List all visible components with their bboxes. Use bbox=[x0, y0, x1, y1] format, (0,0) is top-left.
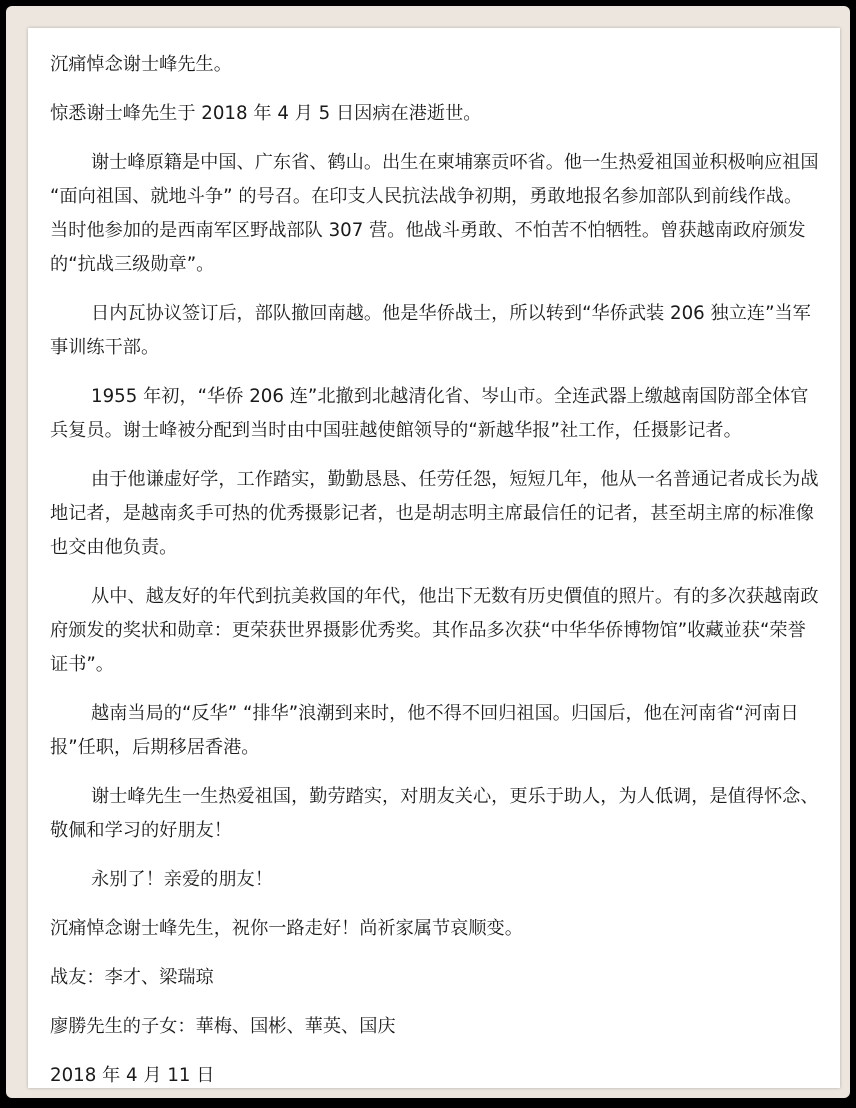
paragraph-1955: 1955 年初，“华侨 206 连”北撤到北越清化省、岑山市。全连武器上缴越南国防部全体官兵复员。谢士峰被分配到当时由中国驻越使館领导的“新越华报”社工作，任摄影记者。 bbox=[50, 386, 809, 441]
paragraph-tribute: 谢士峰先生一生热爱祖国，勤劳踏实，对朋友关心，更乐于助人，为人低调，是值得怀念、敬佩和学习的好朋友！ bbox=[50, 786, 819, 841]
closing-line: 沉痛悼念谢士峰先生，祝你一路走好！尚祈家属节哀顺变。 bbox=[50, 918, 523, 939]
letter-page bbox=[28, 28, 840, 1088]
decorative-frame bbox=[6, 6, 850, 1098]
signature-comrades: 战友：李才、梁瑞琼 bbox=[50, 967, 214, 988]
letter-body bbox=[50, 48, 820, 1108]
paragraph-transfer: 日内瓦协议签订后，部队撤回南越。他是华侨战士，所以转到“华侨武装 206 独立连”当军事训练干部。 bbox=[50, 303, 811, 358]
paragraph-photos: 从中、越友好的年代到抗美救国的年代，他岀下无数有历史價值的照片。有的多次获越南政府颁发的奖状和勋章：更荣获世界摄影优秀奖。其作品多次获“中华华侨博物馆”收藏並获“荣誉证书”。 bbox=[50, 586, 819, 675]
paragraph-career: 由于他谦虚好学，工作踏实，勤勤恳恳、任劳任怨，短短几年，他从一名普通记者成长为战地记者，是越南炙手可热的优秀摄影记者，也是胡志明主席最信任的记者，甚至胡主席的标准像也交由他负责。 bbox=[50, 469, 819, 558]
letter-intro: 惊悉谢士峰先生于 2018 年 4 月 5 日因病在港逝世。 bbox=[50, 103, 482, 124]
paragraph-origin: 谢士峰原籍是中国、广东省、鹤山。出生在柬埔寨贡吥省。他一生热爱祖国並积极响应祖国 “面向祖国、就地斗争” 的号召。在印支人民抗法战争初期，勇敢地报名参加部队到前线作战。当时他参加的是西南军区野战部队 307 营。他战斗勇敢、不怕苦不怕牺牲。曾获越南政府颁发的“抗战三级勋章”。 bbox=[50, 152, 819, 275]
letter-date: 2018 年 4 月 11 日 bbox=[50, 1065, 215, 1086]
signature-children: 廖勝先生的子女：華梅、国彬、華英、国庆 bbox=[50, 1016, 396, 1037]
paragraph-return: 越南当局的“反华” “排华”浪潮到来时，他不得不回归祖国。归国后，他在河南省“河南日报”任职，后期移居香港。 bbox=[50, 703, 799, 758]
letter-heading: 沉痛悼念谢士峰先生。 bbox=[50, 54, 232, 75]
paragraph-farewell: 永别了！亲爱的朋友！ bbox=[91, 869, 273, 890]
